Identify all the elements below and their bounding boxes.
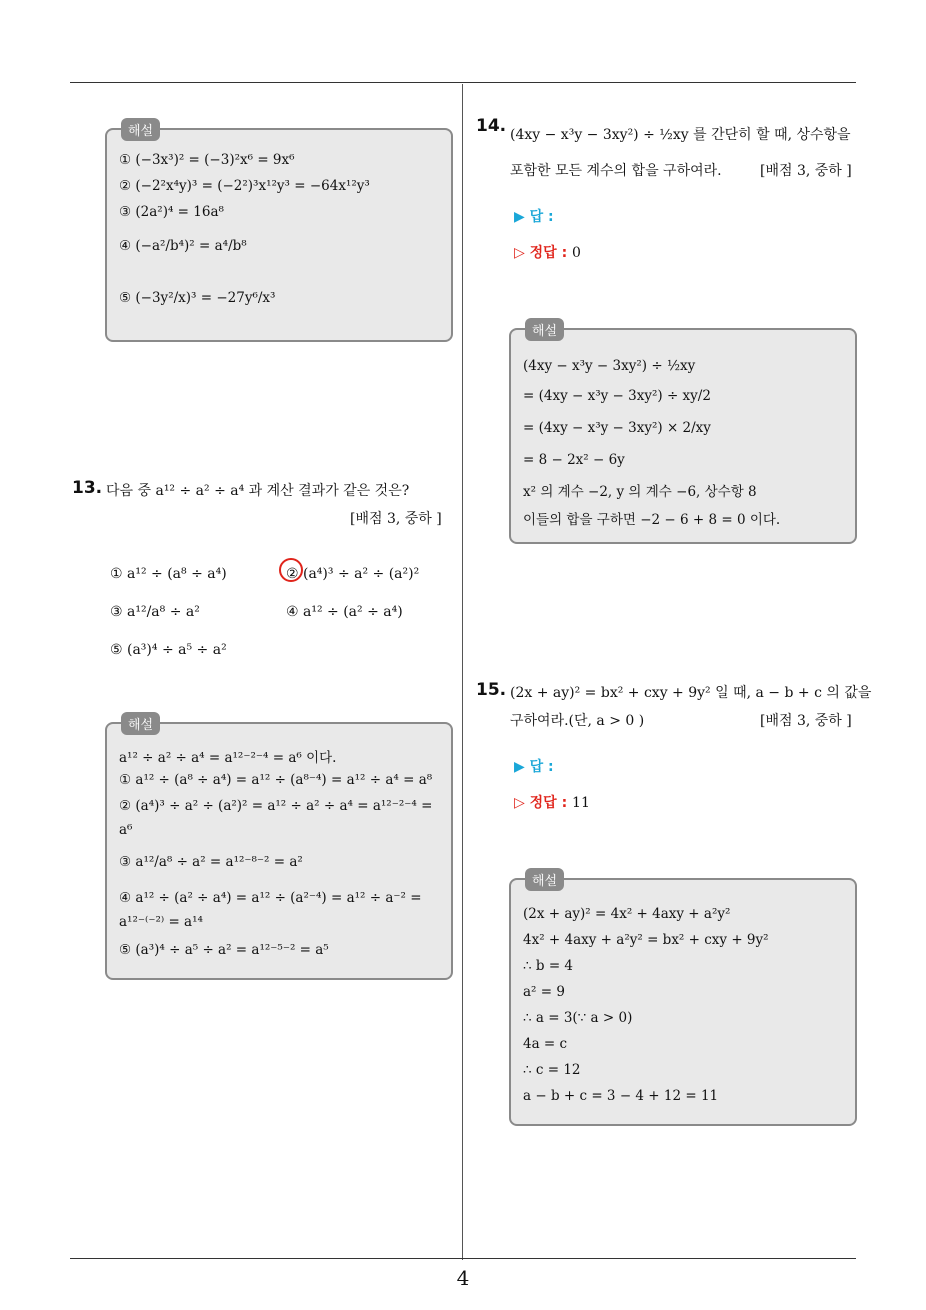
column-divider (462, 84, 463, 1260)
question-15-line2: 구하여라.(단, a > 0 ) (510, 713, 645, 729)
solution-tag: 해설 (121, 712, 160, 735)
solution-line: ∴ c = 12 (523, 1062, 581, 1078)
solution-box-15 (509, 874, 857, 1126)
solution-line: 이들의 합을 구하면 −2 − 6 + 8 = 0 이다. (523, 512, 781, 528)
question-number-13: 13. (72, 478, 103, 498)
solution-line: 4x² + 4axy + a²y² = bx² + cxy + 9y² (523, 932, 769, 948)
correct-value: 11 (572, 795, 590, 811)
solution-box-14 (509, 324, 857, 544)
solution-line: ∴ b = 4 (523, 958, 574, 974)
solution-line: = (4xy − x³y − 3xy²) × 2/xy (523, 420, 711, 436)
choice-2[interactable]: ② (a⁴)³ ÷ a² ÷ (a²)² (286, 566, 420, 582)
solution-tag: 해설 (525, 318, 564, 341)
solution-line: a⁶ (119, 822, 133, 838)
solution-line: ① a¹² ÷ (a⁸ ÷ a⁴) = a¹² ÷ (a⁸⁻⁴) = a¹² ÷ a⁴ = a⁸ (119, 772, 433, 788)
solution-line: 4a = c (523, 1036, 568, 1052)
bottom-rule (70, 1258, 856, 1259)
question-number-14: 14. (476, 116, 507, 136)
top-rule (70, 82, 856, 83)
solution-line: ① (−3x³)² = (−3)²x⁶ = 9x⁶ (119, 152, 295, 168)
solution-line: ② (a⁴)³ ÷ a² ÷ (a²)² = a¹² ÷ a² ÷ a⁴ = a¹²⁻²⁻⁴ = (119, 798, 433, 814)
solution-line: ② (−2²x⁴y)³ = (−2²)³x¹²y³ = −64x¹²y³ (119, 178, 370, 194)
solution-tag: 해설 (525, 868, 564, 891)
choice-3[interactable]: ③ a¹²/a⁸ ÷ a² (110, 604, 200, 620)
correct-label: ▷ 정답 : (514, 245, 568, 261)
question-13-text: 다음 중 a¹² ÷ a² ÷ a⁴ 과 계산 결과가 같은 것은? (106, 483, 410, 499)
solution-line: ⑤ (−3y²/x)³ = −27y⁶/x³ (119, 290, 276, 306)
question-13-meta: [배점 3, 중하 ] (350, 511, 442, 527)
correct-answer-15 (514, 792, 590, 812)
solution-line: (2x + ay)² = 4x² + 4axy + a²y² (523, 906, 731, 922)
solution-line: ⑤ (a³)⁴ ÷ a⁵ ÷ a² = a¹²⁻⁵⁻² = a⁵ (119, 942, 329, 958)
answer-input-15[interactable]: ▶ 답 : (514, 759, 554, 775)
choice-1[interactable]: ① a¹² ÷ (a⁸ ÷ a⁴) (110, 566, 227, 582)
question-number-15: 15. (476, 680, 507, 700)
solution-line: = 8 − 2x² − 6y (523, 452, 625, 468)
page-number: 4 (456, 1266, 470, 1290)
choice-5[interactable]: ⑤ (a³)⁴ ÷ a⁵ ÷ a² (110, 642, 227, 658)
solution-box-12 (105, 124, 453, 342)
solution-line: a² = 9 (523, 984, 565, 1000)
question-14-line2: 포함한 모든 계수의 합을 구하여라. (510, 163, 722, 179)
correct-answer-14 (514, 242, 581, 262)
solution-line: a¹² ÷ a² ÷ a⁴ = a¹²⁻²⁻⁴ = a⁶ 이다. (119, 750, 337, 766)
question-15-line1: (2x + ay)² = bx² + cxy + 9y² 일 때, a − b + c 의 값을 (510, 685, 872, 701)
choice-4[interactable]: ④ a¹² ÷ (a² ÷ a⁴) (286, 604, 403, 620)
correct-label: ▷ 정답 : (514, 795, 568, 811)
solution-line: ④ (−a²/b⁴)² = a⁴/b⁸ (119, 238, 247, 254)
solution-line: = (4xy − x³y − 3xy²) ÷ xy/2 (523, 388, 711, 404)
solution-line: a¹²⁻⁽⁻²⁾ = a¹⁴ (119, 914, 203, 930)
solution-line: x² 의 계수 −2, y 의 계수 −6, 상수항 8 (523, 484, 757, 500)
solution-line: ∴ a = 3(∵ a > 0) (523, 1010, 633, 1026)
solution-line: ③ a¹²/a⁸ ÷ a² = a¹²⁻⁸⁻² = a² (119, 854, 303, 870)
solution-line: ③ (2a²)⁴ = 16a⁸ (119, 204, 224, 220)
solution-box-13 (105, 718, 453, 980)
question-14-line1: (4xy − x³y − 3xy²) ÷ ½xy 를 간단히 할 때, 상수항을 (510, 127, 851, 143)
solution-line: ④ a¹² ÷ (a² ÷ a⁴) = a¹² ÷ (a²⁻⁴) = a¹² ÷ a⁻² = (119, 890, 422, 906)
solution-line: a − b + c = 3 − 4 + 12 = 11 (523, 1088, 719, 1104)
solution-tag: 해설 (121, 118, 160, 141)
correct-value: 0 (572, 245, 581, 261)
answer-input-14[interactable]: ▶ 답 : (514, 209, 554, 225)
question-14-meta: [배점 3, 중하 ] (760, 163, 852, 179)
question-15-meta: [배점 3, 중하 ] (760, 713, 852, 729)
solution-line: (4xy − x³y − 3xy²) ÷ ½xy (523, 358, 696, 374)
